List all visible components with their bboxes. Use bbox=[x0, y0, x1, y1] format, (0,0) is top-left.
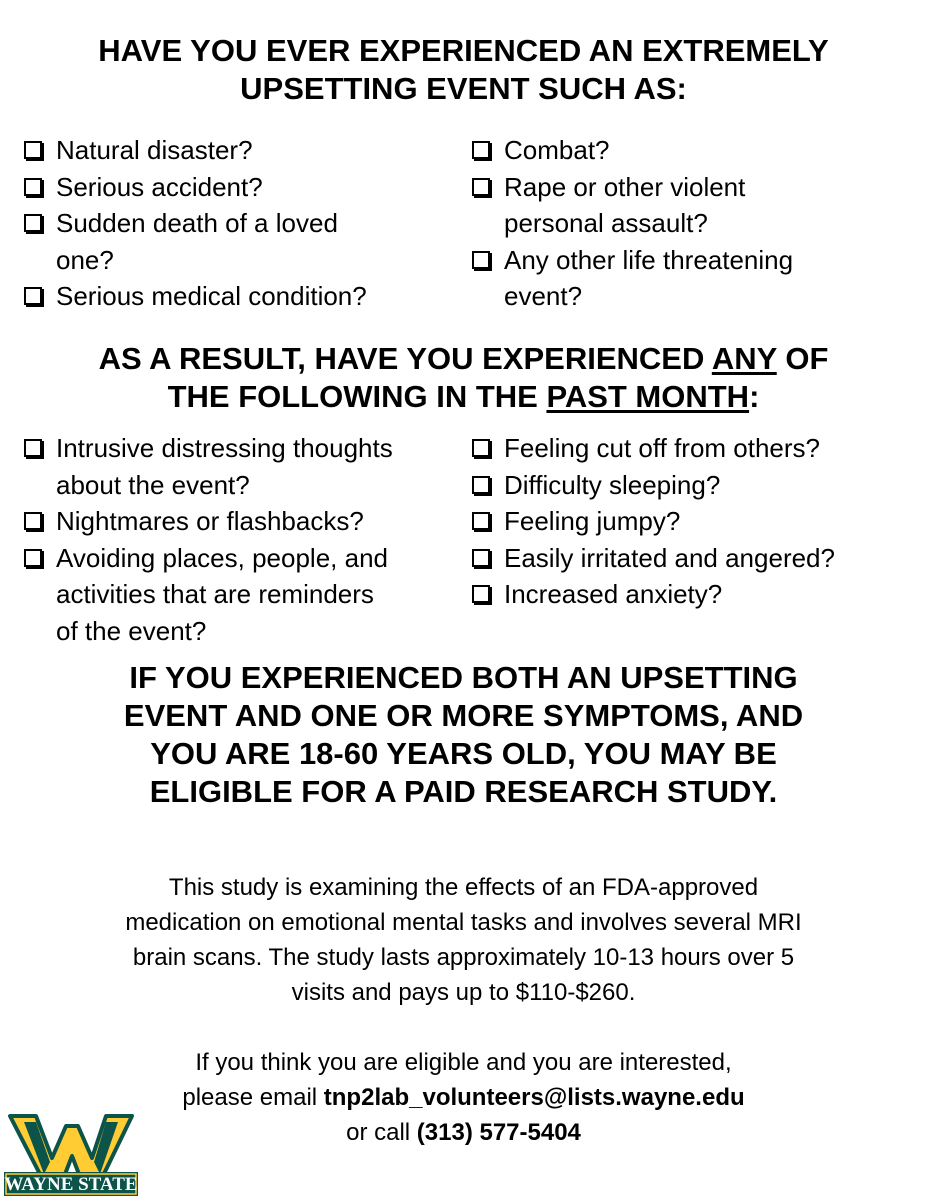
checklist-item: Intrusive distressing thoughts about the event? bbox=[22, 430, 462, 503]
phone-number[interactable]: (313) 577-5404 bbox=[416, 1119, 581, 1146]
checkbox-icon bbox=[472, 439, 490, 457]
checklist-item: Difficulty sleeping? bbox=[470, 467, 915, 504]
checkbox-icon bbox=[24, 141, 42, 159]
wayne-state-logo bbox=[2, 1112, 140, 1200]
heading-event-question bbox=[0, 32, 927, 108]
checkbox-icon bbox=[472, 476, 490, 494]
checklist-item: Natural disaster? bbox=[22, 132, 462, 169]
symptom-checklist-left bbox=[22, 430, 462, 649]
heading-symptom-question bbox=[0, 340, 927, 416]
study-description: This study is examining the effects of an FDA-approved medication on emotional mental tasks and involves several MRI brain scans. The study lasts approximately 10-13 hours over 5 visits and pays up to $110-$260. bbox=[125, 874, 802, 1006]
heading-line: HAVE YOU EVER EXPERIENCED AN EXTREMELY bbox=[98, 33, 829, 68]
heading-line: AS A RESULT, HAVE YOU EXPERIENCED ANY OF bbox=[98, 341, 829, 376]
checkbox-icon bbox=[472, 178, 490, 196]
checkbox-icon bbox=[472, 141, 490, 159]
checklist-item: Sudden death of a loved one? bbox=[22, 205, 462, 278]
checklist-item: Increased anxiety? bbox=[470, 576, 915, 613]
checkbox-icon bbox=[24, 214, 42, 232]
checkbox-icon bbox=[472, 251, 490, 269]
checklist-item: Nightmares or flashbacks? bbox=[22, 503, 462, 540]
checklist-item: Rape or other violent personal assault? bbox=[470, 169, 910, 242]
checklist-item: Avoiding places, people, and activities that are reminders of the event? bbox=[22, 540, 462, 650]
checklist-item: Easily irritated and angered? bbox=[470, 540, 915, 577]
symptom-checklist-right bbox=[470, 430, 915, 613]
emphasis-past-month: PAST MONTH bbox=[546, 379, 750, 414]
event-checklist-left bbox=[22, 132, 462, 315]
checkbox-icon bbox=[24, 439, 42, 457]
checkbox-icon bbox=[24, 287, 42, 305]
emphasis-any: ANY bbox=[711, 341, 777, 376]
event-checklist-right bbox=[470, 132, 910, 315]
heading-line: THE FOLLOWING IN THE PAST MONTH: bbox=[167, 379, 760, 414]
checklist-item: Feeling cut off from others? bbox=[470, 430, 915, 467]
eligibility-statement: IF YOU EXPERIENCED BOTH AN UPSETTING EVENT AND ONE OR MORE SYMPTOMS, AND YOU ARE 18-60 YEARS OLD, YOU MAY BE ELIGIBLE FOR A PAID RESEARCH STUDY. bbox=[123, 660, 804, 809]
checklist-item: Combat? bbox=[470, 132, 910, 169]
checkbox-icon bbox=[472, 512, 490, 530]
logo-text: WAYNE STATE bbox=[4, 1174, 138, 1195]
checklist-item: Feeling jumpy? bbox=[470, 503, 915, 540]
checkbox-icon bbox=[472, 585, 490, 603]
email-link[interactable]: tnp2lab_volunteers@lists.wayne.edu bbox=[323, 1084, 745, 1111]
checkbox-icon bbox=[24, 549, 42, 567]
checkbox-icon bbox=[472, 549, 490, 567]
heading-line: UPSETTING EVENT SUCH AS: bbox=[240, 71, 687, 106]
contact-info: If you think you are eligible and you are interested, please email tnp2lab_volunteers@lists.wayne.edu or call (313) 577-5404 bbox=[182, 1049, 745, 1146]
checkbox-icon bbox=[24, 512, 42, 530]
checklist-item: Serious medical condition? bbox=[22, 278, 462, 315]
checkbox-icon bbox=[24, 178, 42, 196]
checklist-item: Serious accident? bbox=[22, 169, 462, 206]
checklist-item: Any other life threatening event? bbox=[470, 242, 910, 315]
